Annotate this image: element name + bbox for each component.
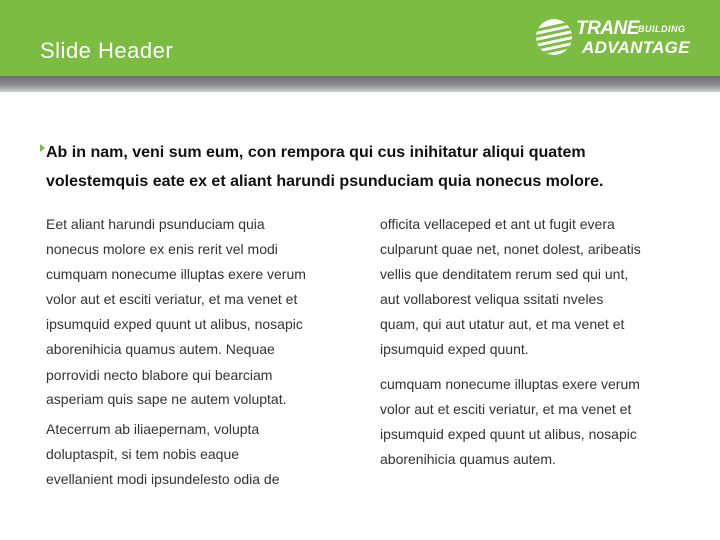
left-line: cumquam nonecume illuptas exere verum xyxy=(46,266,306,282)
right-line: aut vollaborest veliqua ssitati nveles xyxy=(380,291,604,307)
left-line: Eet aliant harundi psunduciam quia xyxy=(46,216,265,232)
left-line: evellanient modi ipsundelesto odia de xyxy=(46,471,280,487)
logo-tag-text: BUILDING xyxy=(638,24,686,34)
lead-line-1: Ab in nam, veni sum eum, con rempora qui cus inihitatur aliqui quatem xyxy=(46,144,586,161)
right-line: vellis que denditatem rerum sed qui unt, xyxy=(380,266,629,282)
left-line: aborenihicia quamus autem. Nequae xyxy=(46,341,275,357)
left-line: doluptaspit, si tem nobis eaque xyxy=(46,446,240,462)
right-line: ipsumquid exped quunt. xyxy=(380,341,529,357)
lead-line-2: volestemquis eate ex et aliant harundi psunduciam quia nonecus molore. xyxy=(46,173,604,190)
left-line: volor aut et esciti veriatur, et ma venet et xyxy=(46,291,298,307)
bullet-arrow-icon xyxy=(40,144,45,152)
left-line: porrovidi necto blabore qui bearciam xyxy=(46,367,273,383)
left-text-column xyxy=(46,212,306,492)
left-line: Atecerrum ab iliaepernam, volupta xyxy=(46,421,260,437)
logo-brand-text: TRANE xyxy=(576,18,639,39)
left-line: asperiam quis sape ne autem voluptat. xyxy=(46,391,287,407)
left-line: ipsumquid exped quunt ut alibus, nosapic xyxy=(46,316,303,332)
right-text-column xyxy=(380,212,641,472)
trane-globe-icon xyxy=(536,19,572,55)
right-line: volor aut et esciti veriatur, et ma venet et xyxy=(380,401,632,417)
header-divider-band xyxy=(0,76,720,92)
slide-title: Slide Header xyxy=(40,38,174,63)
right-line: quam, qui aut utatur aut, et ma venet et xyxy=(380,316,625,332)
slide-header-bar xyxy=(0,0,720,76)
right-line: ipsumquid exped quunt ut alibus, nosapic xyxy=(380,426,637,442)
left-line: nonecus molore ex enis rerit vel modi xyxy=(46,241,278,257)
right-line: culparunt quae net, nonet dolest, aribeatis xyxy=(380,241,641,257)
right-line: aborenihicia quamus autem. xyxy=(380,451,556,467)
right-line: officita vellaceped et ant ut fugit evera xyxy=(380,216,615,232)
trane-logo xyxy=(536,18,706,58)
right-line: cumquam nonecume illuptas exere verum xyxy=(380,376,640,392)
lead-paragraph xyxy=(46,138,706,196)
logo-product-text: ADVANTAGE xyxy=(582,38,690,57)
